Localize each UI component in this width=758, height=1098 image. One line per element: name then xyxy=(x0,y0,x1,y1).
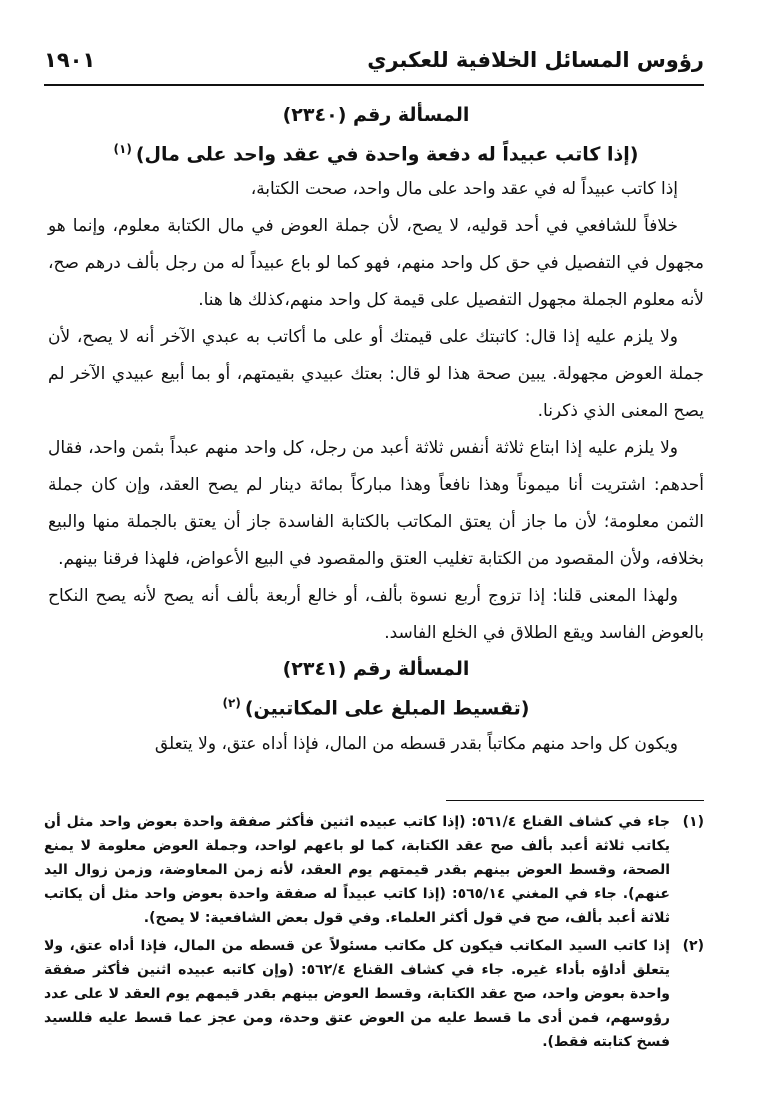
main-text xyxy=(48,98,704,763)
issue-heading: المسألة رقم (٢٣٤١) xyxy=(282,658,470,681)
issue-subheading xyxy=(48,132,704,171)
page-header xyxy=(44,44,704,84)
book-title: رؤوس المسائل الخلافية للعكبري xyxy=(367,48,704,72)
paragraph: ولا يلزم عليه إذا ابتاع ثلاثة أنفس ثلاثة أعبد من رجل، كل واحد منهم عبداً بثمن واحد، فقال أحدهم: اشتريت أنا ميموناً وهذا نافعاً وهذا مباركاً بمائة دينار لم يصح العقد، وإن كان جملة الثمن معلومة؛ لأن ما جاز أن يعتق المكاتب بالكتابة الفاسدة جاز أن يعتق بالجملة منها والبيع بخلافه، ولأن المقصود من الكتابة تغليب العتق والمقصود في البيع الأعواض، فلهذا فرقنا بينهم. xyxy=(48,438,704,570)
issue-subheading-text: (إذا كاتب عبيداً له دفعة واحدة في عقد واحد على مال) xyxy=(135,143,639,166)
footnote xyxy=(44,810,704,930)
header-rule xyxy=(44,84,704,86)
issue-heading: المسألة رقم (٢٣٤٠) xyxy=(282,104,470,126)
footnote-text: جاء في كشاف القناع ٥٦١/٤: (إذا كاتب عبيده اثنين فأكثر صفقة واحدة بعوض واحد مثل أن يكاتب ثلاثة أعبد بألف صح عقد الكتابة، كما لو باعهم لواحد، وجملة العوض معلومة لا يمنع الصحة، وقسط العوض بينهم بقدر قيمتهم يوم العقد، لأنه زمن المعاوضة، وزمن زوال اليد عنهم). جاء في المغني ٥٦٥/١٤: (إذا كاتب عبيداً له صفقة واحدة بعوض واحد مثل أن يكاتب ثلاثة أعبد بألف، صح في قول أكثر العلماء. وفي قول بعض الشافعية: لا يصح). xyxy=(44,814,671,926)
footnote-ref: (١) xyxy=(113,142,132,156)
footnote-ref: (٢) xyxy=(222,696,241,711)
footnote-separator xyxy=(446,800,704,801)
paragraph: ويكون كل واحد منهم مكاتباً بقدر قسطه من المال، فإذا أداه عتق، ولا يتعلق xyxy=(154,733,678,754)
footnote-text: إذا كاتب السيد المكاتب فيكون كل مكاتب مسئولاً عن قسطه من المال، فإذا أداه عتق، ولا يتعلق أداؤه بأداء غيره. جاء في كشاف القناع ٥٦٢/٤: (وإن كاتبه عبيده اثنين فأكثر صفقة واحدة بعوض واحد، صح عقد الكتابة، وقسط العوض بينهم بقدر قيمهم يوم العقد لا على عدد رؤوسهم، فمن أدى ما قسط عليه من العوض عتق وحدة، ومن عجز عما قسط عليه فللسيد فسخ كتابته فقط). xyxy=(44,938,670,1050)
paragraph: ولا يلزم عليه إذا قال: كاتبتك على قيمتك أو على ما أكاتب به عبدي الآخر أنه لا يصح، لأن جملة العوض مجهولة. يبين صحة هذا لو قال: بعتك عبيدي بقيمتهم، أو بما أبيع عبيدي الآخر لم يصح المعنى الذي ذكرنا. xyxy=(48,327,704,422)
issue-subheading-text: (تقسيط المبلغ على المكاتبين) xyxy=(244,697,530,720)
paragraph: خلافاً للشافعي في أحد قوليه، لا يصح، لأن جملة العوض في مال الكتابة معلوم، وإنما هو مجهول في التفصيل في حق كل واحد منهم، فهو كما لو باع عبيداً له من رجل بألف درهم صح، لأنه معلوم الجملة مجهول التفصيل على قيمة كل واحد منهم،كذلك ها هنا. xyxy=(48,216,704,311)
paragraph: ولهذا المعنى قلنا: إذا تزوج أربع نسوة بألف، أو خالع أربعة بألف أنه يصح لأنه يصح النكاح بالعوض الفاسد ويقع الطلاق في الخلع الفاسد. xyxy=(48,586,704,644)
footnotes xyxy=(44,810,704,1054)
footnote xyxy=(44,934,704,1054)
paragraph: إذا كاتب عبيداً له في عقد واحد على مال واحد، صحت الكتابة، xyxy=(250,179,678,200)
footnote-number: (١) xyxy=(682,814,704,830)
footnote-number: (٢) xyxy=(682,938,704,954)
page-number: ١٩٠١ xyxy=(44,48,96,72)
issue-subheading xyxy=(48,686,704,725)
